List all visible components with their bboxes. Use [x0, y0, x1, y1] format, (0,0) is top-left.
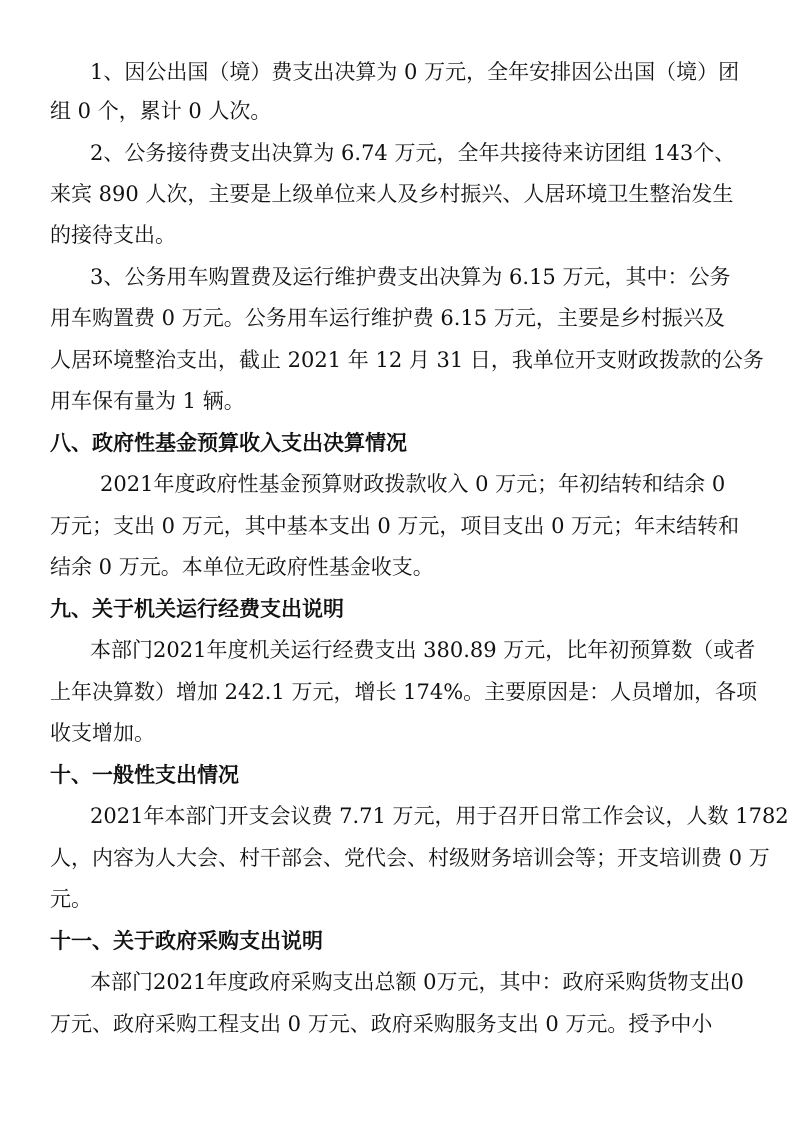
text-line: 2021年度政府性基金预算财政拨款收入 0 万元；年初结转和结余 0 — [100, 472, 726, 496]
text-line: 3、公务用车购置费及运行维护费支出决算为 6.15 万元，其中：公务 — [90, 265, 731, 289]
text-line: 本部门2021年度机关运行经费支出 380.89 万元，比年初预算数（或者 — [90, 638, 756, 662]
text-line: 1、因公出国（境）费支出决算为 0 万元，全年安排因公出国（境）团 — [90, 60, 740, 84]
section-heading-9: 九、关于机关运行经费支出说明 — [50, 597, 344, 621]
text-line: 万元、政府采购工程支出 0 万元、政府采购服务支出 0 万元。授予中小 — [50, 1012, 713, 1036]
text-line: 结余 0 万元。本单位无政府性基金收支。 — [50, 555, 434, 579]
text-line: 本部门2021年度政府采购支出总额 0万元，其中：政府采购货物支出0 — [90, 970, 744, 994]
text-line: 人，内容为人大会、村干部会、党代会、村级财务培训会等；开支培训费 0 万 — [50, 846, 770, 870]
text-line: 收支增加。 — [50, 721, 155, 745]
text-line: 用车保有量为 1 辆。 — [50, 389, 245, 413]
section-heading-8: 八、政府性基金预算收入支出决算情况 — [50, 431, 407, 455]
text-line: 的接待支出。 — [50, 223, 176, 247]
text-line: 2021年本部门开支会议费 7.71 万元，用于召开日常工作会议，人数 1782 — [90, 804, 789, 828]
text-line: 元。 — [50, 887, 92, 911]
section-heading-11: 十一、关于政府采购支出说明 — [50, 929, 323, 953]
text-line: 万元；支出 0 万元，其中基本支出 0 万元，项目支出 0 万元；年末结转和 — [50, 514, 740, 538]
text-line: 用车购置费 0 万元。公务用车运行维护费 6.15 万元，主要是乡村振兴及 — [50, 306, 725, 330]
section-heading-10: 十、一般性支出情况 — [50, 763, 239, 787]
text-line: 2、公务接待费支出决算为 6.74 万元，全年共接待来访团组 143个、 — [90, 141, 736, 165]
text-line: 来宾 890 人次，主要是上级单位来人及乡村振兴、人居环境卫生整治发生 — [50, 182, 734, 206]
text-line: 组 0 个，累计 0 人次。 — [50, 99, 272, 123]
text-line: 上年决算数）增加 242.1 万元，增长 174%。主要原因是：人员增加，各项 — [50, 680, 758, 704]
text-line: 人居环境整治支出，截止 2021 年 12 月 31 日，我单位开支财政拨款的公务 — [50, 348, 764, 372]
